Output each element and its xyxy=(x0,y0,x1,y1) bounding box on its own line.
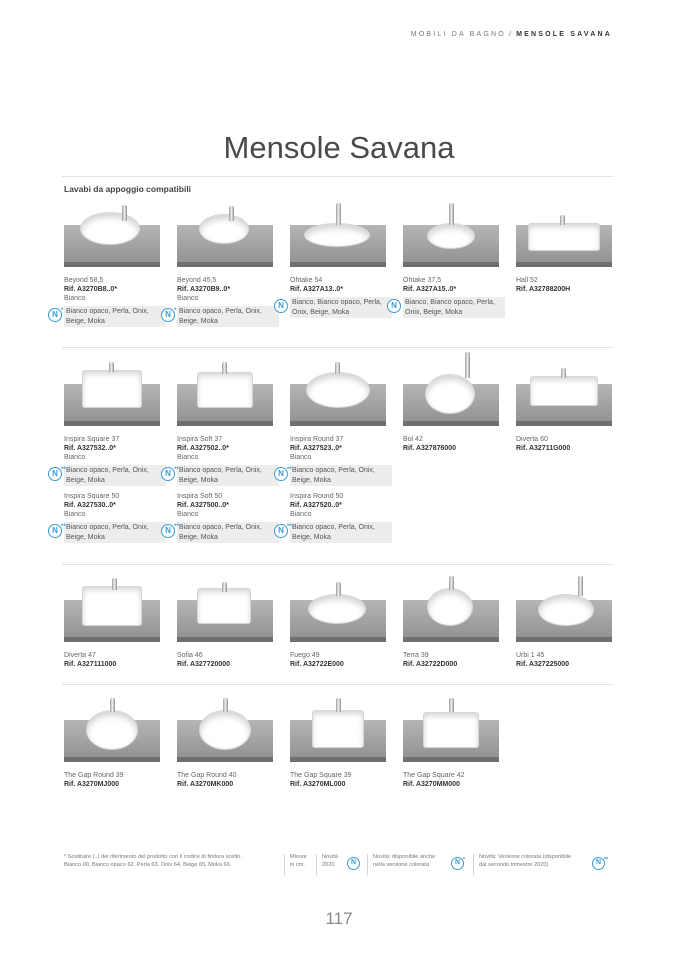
novita-badge-icon xyxy=(387,299,401,313)
novita-badge-letter: N xyxy=(278,526,284,535)
finish-options-text: Bianco opaco, Perla, Onix, Beige, Moka xyxy=(66,467,149,484)
product-card xyxy=(403,576,507,669)
finish-options xyxy=(165,465,279,486)
basin-shape xyxy=(306,372,370,408)
product-card xyxy=(403,696,507,789)
novita-badge-letter: N xyxy=(165,526,171,535)
product-variant xyxy=(165,492,281,543)
faucet-shape xyxy=(223,698,228,712)
product-finish: Bianco xyxy=(64,454,86,461)
faucet-shape xyxy=(336,698,341,712)
product-ref: Rif. A327225000 xyxy=(516,661,570,668)
product-name: Beyond 58,5 xyxy=(64,277,104,284)
finish-options xyxy=(165,522,279,543)
novita-version-badge-letter: N xyxy=(595,859,602,866)
product-variant xyxy=(278,492,394,543)
novita-colors-line1: Novità: disponibile anche xyxy=(373,854,436,860)
novita-badge-icon xyxy=(161,308,175,322)
product-name: Ohtake 54 xyxy=(290,277,323,284)
faucet-shape xyxy=(578,576,583,596)
page-number: 117 xyxy=(325,909,353,928)
basin-shape xyxy=(199,214,249,244)
product-photo xyxy=(64,360,160,426)
product-card xyxy=(177,696,281,789)
product-card xyxy=(177,576,281,669)
product-name: Diverta 47 xyxy=(64,652,96,659)
product-ref: Rif. A327876000 xyxy=(403,445,457,452)
novita-badge-letter: N xyxy=(52,469,58,478)
product-card xyxy=(516,576,620,669)
product-name: The Gap Square 42 xyxy=(403,772,465,779)
novita-badge-icon xyxy=(48,524,66,538)
product-finish: Bianco xyxy=(290,511,312,518)
footer-divider xyxy=(316,854,317,876)
product-name: The Gap Round 39 xyxy=(64,772,124,779)
product-photo xyxy=(403,201,499,267)
product-variant xyxy=(52,492,168,543)
product-ref: Rif. A327520..0* xyxy=(290,502,342,509)
faucet-shape xyxy=(222,362,227,374)
product-ref: Rif. A327523..0* xyxy=(290,445,342,452)
novita-colors-line2: nella versione colorata xyxy=(373,861,429,868)
finish-code-note xyxy=(64,854,279,869)
novita-line1: Novità xyxy=(322,854,338,860)
product-name: Sofia 46 xyxy=(177,652,203,659)
product-ref: Rif. A3270ML000 xyxy=(290,781,346,788)
finish-options-text: Bianco opaco, Perla, Onix, Beige, Moka xyxy=(292,524,375,541)
novita-badge-mark: ** xyxy=(287,524,292,530)
product-ref: Rif. A327532..0* xyxy=(64,445,116,452)
novita-badge-icon xyxy=(161,524,179,538)
product-name: Inspira Soft 37 xyxy=(177,436,223,443)
product-name: Ohtake 37,5 xyxy=(403,277,442,284)
faucet-shape xyxy=(449,576,454,590)
product-ref: Rif. A327A13..0* xyxy=(290,286,344,293)
novita-badge-icon xyxy=(347,857,360,870)
footer-legend xyxy=(62,854,613,878)
novita-version-badge-icon xyxy=(592,857,609,870)
product-name: Bol 42 xyxy=(403,436,423,443)
product-ref: Rif. A3270B8..0* xyxy=(64,286,118,293)
finish-note-line2: Bianco 00, Bianco opaco 62, Perla 63, Onix 64, Beige 65, Moka 66. xyxy=(64,861,232,868)
product-card xyxy=(516,360,620,453)
finish-options-text: Bianco opaco, Perla, Onix, Beige, Moka xyxy=(292,467,375,484)
novita-badge-mark: ** xyxy=(287,467,292,473)
product-photo xyxy=(64,696,160,762)
faucet-shape xyxy=(336,203,341,225)
product-ref: Rif. A327500..0* xyxy=(177,502,229,509)
finish-options xyxy=(278,465,392,486)
product-name: Urbi 1 45 xyxy=(516,652,545,659)
faucet-shape xyxy=(336,582,341,596)
product-photo xyxy=(64,576,160,642)
product-ref: Rif. A32788200H xyxy=(516,286,571,293)
novita-version-line2: dal secondo trimestre 2020) xyxy=(479,861,549,868)
novita-badge-letter: N xyxy=(52,310,58,319)
row-divider xyxy=(62,564,613,565)
product-card xyxy=(64,576,168,669)
finish-options-text: Bianco opaco, Perla, Onix, Beige, Moka xyxy=(179,524,262,541)
novita-badge-icon xyxy=(274,467,292,481)
novita-badge-letter: N xyxy=(278,469,284,478)
section-title: Lavabi da appoggio compatibili xyxy=(64,184,192,194)
product-card xyxy=(391,201,507,318)
product-name: Inspira Square 37 xyxy=(64,436,120,443)
product-card xyxy=(165,360,281,543)
product-finish: Bianco xyxy=(177,511,199,518)
novita-badge-letter: N xyxy=(350,859,357,866)
product-photo xyxy=(177,360,273,426)
product-ref: Rif. A32711G000 xyxy=(516,445,571,452)
basin-shape xyxy=(538,594,594,626)
basin-shape xyxy=(86,710,138,750)
product-photo xyxy=(403,576,499,642)
faucet-shape xyxy=(222,582,227,592)
finish-note-line1: * Sostituire (..) del riferimento del prodotto con il codice di finitura scelto. xyxy=(64,854,242,860)
product-name: Terra 39 xyxy=(403,652,429,659)
basin-shape xyxy=(427,223,475,249)
novita-colors-note xyxy=(373,854,453,869)
novita-badge-icon xyxy=(48,467,66,481)
product-name: Inspira Square 50 xyxy=(64,493,120,500)
novita-badge-mark: * xyxy=(174,308,177,314)
finish-options-text: Bianco, Bianco opaco, Perla, Onix, Beige, Moka xyxy=(405,299,495,316)
finish-options xyxy=(52,522,166,543)
product-ref: Rif. A327A15..0* xyxy=(403,286,457,293)
product-card xyxy=(516,201,620,294)
breadcrumb-parent: MOBILI DA BAGNO xyxy=(410,31,506,38)
faucet-shape xyxy=(335,362,340,374)
product-ref: Rif. A327111000 xyxy=(64,661,117,668)
product-name: Inspira Round 37 xyxy=(290,436,344,443)
faucet-shape xyxy=(560,215,565,225)
breadcrumb-current: MENSOLE SAVANA xyxy=(516,31,612,38)
basin-shape xyxy=(304,223,370,247)
product-photo xyxy=(177,576,273,642)
product-ref: Rif. A3270MJ000 xyxy=(64,781,119,788)
product-photo xyxy=(64,201,160,267)
basin-shape xyxy=(80,212,140,245)
faucet-shape xyxy=(112,578,117,590)
product-photo xyxy=(403,696,499,762)
product-photo xyxy=(290,696,386,762)
product-photo xyxy=(290,360,386,426)
product-name: Diverta 60 xyxy=(516,436,548,443)
product-photo xyxy=(290,576,386,642)
product-card xyxy=(278,201,394,318)
novita-version-line1: Novità: Versione colorata (disponibile xyxy=(479,854,572,860)
novita-badge-mark: ** xyxy=(174,524,179,530)
finish-options xyxy=(52,465,166,486)
novita-badge-icon xyxy=(161,467,179,481)
product-card xyxy=(403,360,507,453)
title-divider xyxy=(62,176,613,177)
basin-shape xyxy=(427,588,473,626)
novita-badge-icon xyxy=(274,299,288,313)
product-card xyxy=(165,201,281,327)
novita-colors-badge-icon xyxy=(451,857,464,870)
breadcrumb xyxy=(411,31,612,38)
breadcrumb-separator: / xyxy=(508,31,514,38)
basin-shape xyxy=(199,710,251,750)
product-finish: Bianco xyxy=(64,511,86,518)
novita-badge-mark: ** xyxy=(61,467,66,473)
finish-options-text: Bianco opaco, Perla, Onix, Beige, Moka xyxy=(66,524,149,541)
faucet-shape xyxy=(229,206,234,221)
finish-options-text: Bianco, Bianco opaco, Perla, Onix, Beige, Moka xyxy=(292,299,382,316)
novita-badge-letter: N xyxy=(52,526,58,535)
faucet-shape xyxy=(122,205,127,221)
basin-shape xyxy=(197,372,253,408)
finish-options xyxy=(165,306,279,327)
novita-badge-mark: ** xyxy=(174,467,179,473)
faucet-shape xyxy=(465,352,470,378)
product-photo xyxy=(516,576,612,642)
product-card xyxy=(290,696,394,789)
product-finish: Bianco xyxy=(290,454,312,461)
finish-options xyxy=(391,297,505,318)
finish-options xyxy=(52,306,166,327)
page-title: Mensole Savana xyxy=(223,130,455,165)
finish-options xyxy=(278,522,392,543)
product-name: Fuego 49 xyxy=(290,652,320,659)
basin-shape xyxy=(530,376,598,406)
measures-line1: Misure xyxy=(290,854,307,860)
footer-divider xyxy=(473,854,474,876)
novita-colors-badge-mark: * xyxy=(463,857,466,863)
product-finish: Bianco xyxy=(177,295,199,302)
product-name: Inspira Soft 50 xyxy=(177,493,223,500)
product-photo xyxy=(177,696,273,762)
measures-line2: in cm. xyxy=(290,861,305,868)
product-finish: Bianco xyxy=(177,454,199,461)
faucet-shape xyxy=(449,698,454,712)
novita-version-note xyxy=(479,854,602,869)
novita-badge-letter: N xyxy=(165,469,171,478)
product-photo xyxy=(403,360,499,426)
novita-line2: 2020 xyxy=(322,861,335,868)
product-name: Hall 52 xyxy=(516,277,538,284)
novita-badge-mark: ** xyxy=(61,524,66,530)
basin-shape xyxy=(423,712,479,748)
product-ref: Rif. A327502..0* xyxy=(177,445,229,452)
product-ref: Rif. A327720000 xyxy=(177,661,231,668)
faucet-shape xyxy=(449,203,454,225)
product-card xyxy=(52,201,168,327)
basin-shape xyxy=(312,710,364,748)
product-card xyxy=(64,696,168,789)
novita-badge-mark: * xyxy=(61,308,64,314)
basin-shape xyxy=(82,370,142,408)
novita-colors-badge-letter: N xyxy=(454,859,461,866)
faucet-shape xyxy=(110,698,115,712)
footer-divider xyxy=(284,854,285,876)
product-ref: Rif. A3270MK000 xyxy=(177,781,234,788)
footer-divider xyxy=(367,854,368,876)
basin-shape xyxy=(425,374,475,414)
novita-note xyxy=(322,854,348,869)
basin-shape xyxy=(308,594,366,624)
product-ref: Rif. A3270MM000 xyxy=(403,781,460,788)
basin-shape xyxy=(197,588,251,624)
finish-options-text: Bianco opaco, Perla, Onix, Beige, Moka xyxy=(179,467,262,484)
finish-options-text: Bianco opaco, Perla, Onix, Beige, Moka xyxy=(66,308,149,325)
row-divider xyxy=(62,684,613,685)
basin-shape xyxy=(82,586,142,626)
product-name: Inspira Round 50 xyxy=(290,493,344,500)
product-ref: Rif. A32722D000 xyxy=(403,661,458,668)
novita-badge-letter: N xyxy=(391,301,397,310)
novita-version-badge-mark: ** xyxy=(604,857,609,863)
faucet-shape xyxy=(109,362,114,372)
product-ref: Rif. A32722E000 xyxy=(290,661,344,668)
product-photo xyxy=(177,201,273,267)
product-card xyxy=(278,360,394,543)
finish-options xyxy=(278,297,392,318)
novita-badge-letter: N xyxy=(278,301,284,310)
row-divider xyxy=(62,347,613,348)
novita-badge-icon xyxy=(274,524,292,538)
product-photo xyxy=(516,360,612,426)
product-name: The Gap Round 40 xyxy=(177,772,237,779)
product-ref: Rif. A3270B9..0* xyxy=(177,286,231,293)
product-name: Beyond 45,5 xyxy=(177,277,217,284)
finish-options-text: Bianco opaco, Perla, Onix, Beige, Moka xyxy=(179,308,262,325)
novita-badge-letter: N xyxy=(165,310,171,319)
product-name: The Gap Square 39 xyxy=(290,772,352,779)
product-ref: Rif. A327530..0* xyxy=(64,502,116,509)
faucet-shape xyxy=(561,368,566,378)
product-card xyxy=(52,360,168,543)
product-photo xyxy=(290,201,386,267)
product-photo xyxy=(516,201,612,267)
product-card xyxy=(290,576,394,669)
basin-shape xyxy=(528,223,600,251)
product-finish: Bianco xyxy=(64,295,86,302)
novita-badge-icon xyxy=(48,308,62,322)
